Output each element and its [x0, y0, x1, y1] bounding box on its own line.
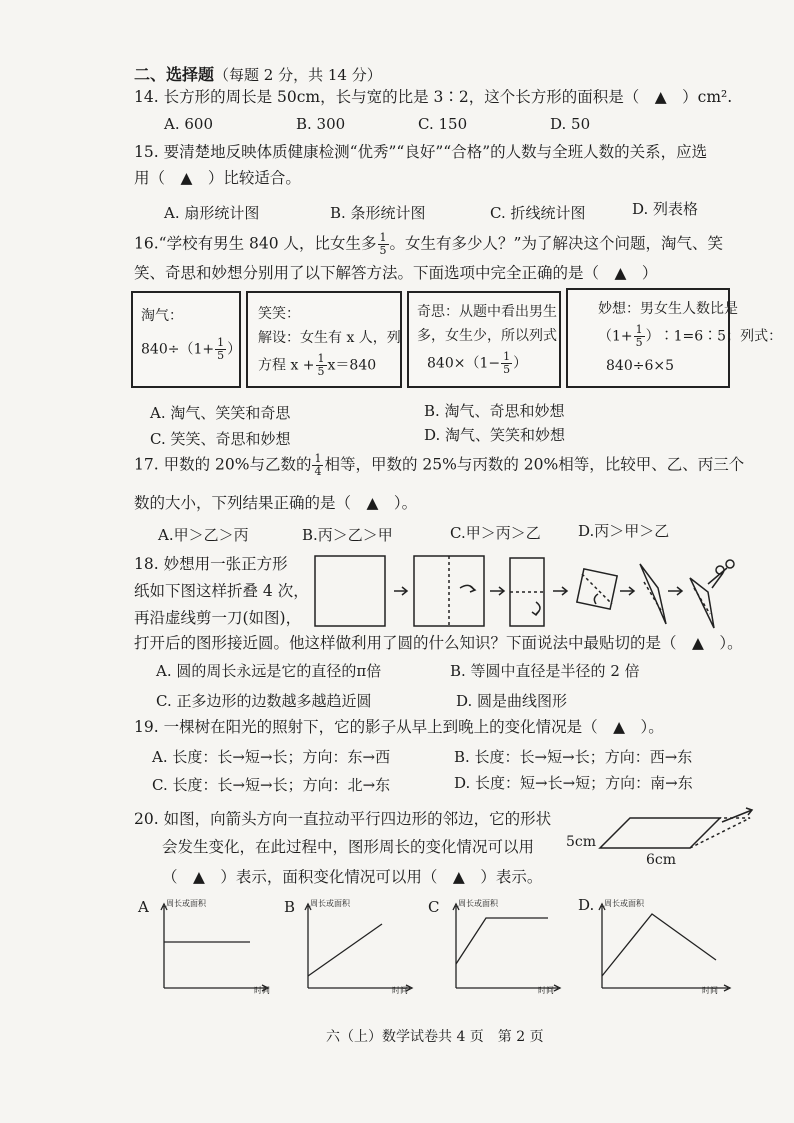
frac-den: 4	[314, 465, 322, 478]
q16-option-b: B. 淘气、奇思和妙想	[424, 402, 565, 420]
graph-d-xlabel: 时间	[702, 986, 718, 995]
box4-line2	[598, 324, 782, 349]
q18-line2: 纸如下图这样折叠 4 次，	[134, 582, 309, 600]
method-box-xiaoxiao	[246, 291, 402, 388]
q14-option-a: A. 600	[164, 115, 213, 133]
q16-option-d: D. 淘气、笑笑和妙想	[424, 426, 566, 444]
fraction-one-fifth	[378, 232, 389, 257]
box3-expr: 840×（1−	[427, 355, 501, 372]
box1-line2	[141, 337, 241, 362]
frac-den: 5	[217, 349, 225, 362]
graph-b-ylabel: 周长或面积	[310, 899, 350, 908]
q17-option-c: C.甲＞丙＞乙	[450, 524, 541, 542]
q20-line2: 会发生变化，在此过程中，图形周长的变化情况可以用	[162, 838, 535, 856]
section-header	[134, 62, 382, 85]
q15-option-b: B. 条形统计图	[330, 204, 426, 222]
pull-arrow-icon	[722, 810, 752, 822]
frac-num: 1	[314, 452, 322, 465]
q18-line1: 18. 妙想用一张正方形	[134, 555, 288, 573]
q16-text-b: 。女生有多少人？”为了解决这个问题，淘气、笑	[389, 234, 723, 253]
q15-stem-line1: 15. 要清楚地反映体质健康检测“优秀”“良好”“合格”的人数与全班人数的关系，应选	[134, 143, 708, 161]
square-paper	[315, 556, 385, 626]
frac-den: 5	[503, 363, 511, 376]
box3-line2: 多，女生少，所以列式	[417, 328, 557, 344]
frac-num: 1	[379, 231, 387, 244]
graph-d-line	[602, 914, 716, 976]
q19-option-c: C. 长度：长→短→长；方向：北→东	[152, 776, 391, 794]
box1-expr-end: ）	[227, 341, 242, 358]
box2-line1: 笑笑：	[258, 306, 300, 322]
q17-text-a: 17. 甲数的 20%与乙数的	[134, 455, 312, 474]
graph-label-a: A	[138, 898, 149, 916]
fold-step-5	[690, 578, 714, 628]
box4-line3: 840÷6×5	[606, 358, 674, 374]
graph-a	[160, 904, 270, 994]
q18-line4: 打开后的图形接近圆。他这样做利用了圆的什么知识？下面说法中最贴切的是（ ▲ ）。	[134, 634, 743, 652]
fraction-one-fifth	[501, 351, 512, 376]
box2-eq-b: x＝840	[327, 357, 377, 374]
graph-b-line	[308, 924, 382, 976]
graph-a-ylabel: 周长或面积	[166, 899, 206, 908]
method-box-taoqi	[131, 291, 241, 388]
frac-num: 1	[503, 350, 511, 363]
q19-option-d: D. 长度：短→长→短；方向：南→东	[454, 774, 693, 792]
paper-folding-diagram	[310, 548, 744, 632]
section-title: 二、选择题	[134, 65, 215, 84]
q18-option-b: B. 等圆中直径是半径的 2 倍	[450, 662, 640, 680]
fold-step-2	[510, 558, 544, 626]
q15-stem-line2: 用（ ▲ ）比较适合。	[134, 169, 301, 187]
fraction-one-fifth	[634, 324, 645, 349]
fraction-one-quarter	[312, 453, 323, 478]
q19-option-a: A. 长度：长→短→长；方向：东→西	[152, 748, 391, 766]
box4-ratio-b: ）∶1=6∶5；列式：	[645, 328, 783, 345]
parallelogram-side-label: 5cm	[566, 834, 597, 850]
box1-line1: 淘气：	[141, 308, 183, 324]
q20-line3: （ ▲ ）表示，面积变化情况可以用（ ▲ ）表示。	[162, 868, 543, 886]
frac-den: 5	[379, 244, 387, 257]
fraction-one-fifth	[316, 353, 327, 378]
q17-stem-line2: 数的大小，下列结果正确的是（ ▲ ）。	[134, 494, 418, 512]
box3-line3	[427, 351, 527, 376]
box2-line3	[258, 353, 376, 378]
q15-option-a: A. 扇形统计图	[164, 204, 260, 222]
q17-text-b: 相等，甲数的 25%与丙数的 20%相等，比较甲、乙、丙三个	[324, 455, 745, 474]
graph-a-xlabel: 时间	[254, 986, 270, 995]
page-footer: 六（上）数学试卷共 4 页 第 2 页	[326, 1029, 544, 1045]
box1-expr: 840÷（1+	[141, 341, 215, 358]
q16-option-c: C. 笑笑、奇思和妙想	[150, 430, 291, 448]
q17-option-a: A.甲＞乙＞丙	[158, 526, 249, 544]
q14-option-c: C. 150	[418, 115, 468, 133]
box2-eq-a: 方程 x +	[258, 357, 315, 374]
graph-c-line	[456, 918, 548, 964]
graph-b-xlabel: 时间	[392, 986, 408, 995]
q17-option-b: B.丙＞乙＞甲	[302, 526, 393, 544]
graph-c	[452, 904, 562, 994]
graph-d	[598, 904, 738, 994]
dashed-parallelogram	[690, 818, 750, 848]
q14-option-d: D. 50	[550, 115, 591, 133]
graph-label-c: C	[428, 898, 440, 916]
q16-stem-line1	[134, 232, 723, 257]
frac-den: 5	[317, 365, 325, 378]
q18-option-c: C. 正多边形的边数越多越趋近圆	[156, 692, 372, 710]
q19-option-b: B. 长度：长→短→长；方向：西→东	[454, 748, 693, 766]
graph-label-d: D.	[578, 896, 595, 914]
frac-num: 1	[217, 336, 225, 349]
q15-option-c: C. 折线统计图	[490, 204, 586, 222]
parallelogram-base-label: 6cm	[646, 852, 677, 868]
graph-c-xlabel: 时间	[538, 986, 554, 995]
q16-stem-line2: 笑、奇思和妙想分别用了以下解答方法。下面选项中完全正确的是（ ▲ ）	[134, 264, 658, 282]
q15-option-d: D. 列表格	[632, 200, 699, 218]
scissors-icon	[708, 560, 734, 588]
graph-label-b: B	[284, 898, 296, 916]
q19-stem: 19. 一棵树在阳光的照射下，它的影子从早上到晚上的变化情况是（ ▲ ）。	[134, 718, 664, 736]
box3-line1: 奇思：从题中看出男生	[417, 304, 557, 320]
box2-line2: 解设：女生有 x 人，列	[258, 330, 401, 346]
graph-d-ylabel: 周长或面积	[604, 899, 644, 908]
q14-stem: 14. 长方形的周长是 50cm，长与宽的比是 3∶2，这个长方形的面积是（ ▲ ）cm².	[134, 88, 733, 106]
q17-option-d: D.丙＞甲＞乙	[578, 522, 670, 540]
box4-line1: 妙想：男女生人数比是	[598, 301, 738, 317]
q18-option-d: D. 圆是曲线图形	[456, 692, 568, 710]
frac-num: 1	[635, 323, 643, 336]
frac-num: 1	[317, 352, 325, 365]
fold-step-4	[640, 564, 666, 624]
parallelogram-figure	[600, 812, 770, 852]
graph-c-ylabel: 周长或面积	[458, 899, 498, 908]
graph-b	[304, 904, 414, 994]
frac-den: 5	[635, 336, 643, 349]
q16-text-a: 16.“学校有男生 840 人，比女生多	[134, 234, 377, 253]
section-note: （每题 2 分，共 14 分）	[214, 66, 382, 84]
method-box-qisi	[407, 291, 561, 388]
method-box-miaoxiang	[566, 288, 783, 388]
q14-option-b: B. 300	[296, 115, 346, 133]
q18-option-a: A. 圆的周长永远是它的直径的π倍	[156, 662, 382, 680]
q18-line3: 再沿虚线剪一刀(如图)，	[134, 609, 302, 627]
q16-option-a: A. 淘气、笑笑和奇思	[150, 404, 291, 422]
box3-expr-end: ）	[513, 355, 528, 372]
fraction-one-fifth	[215, 337, 226, 362]
q20-line1: 20. 如图，向箭头方向一直拉动平行四边形的邻边，它的形状	[134, 810, 552, 828]
box4-ratio-a: （1+	[598, 328, 633, 345]
parallelogram	[600, 818, 720, 848]
q17-stem-line1	[134, 453, 744, 478]
